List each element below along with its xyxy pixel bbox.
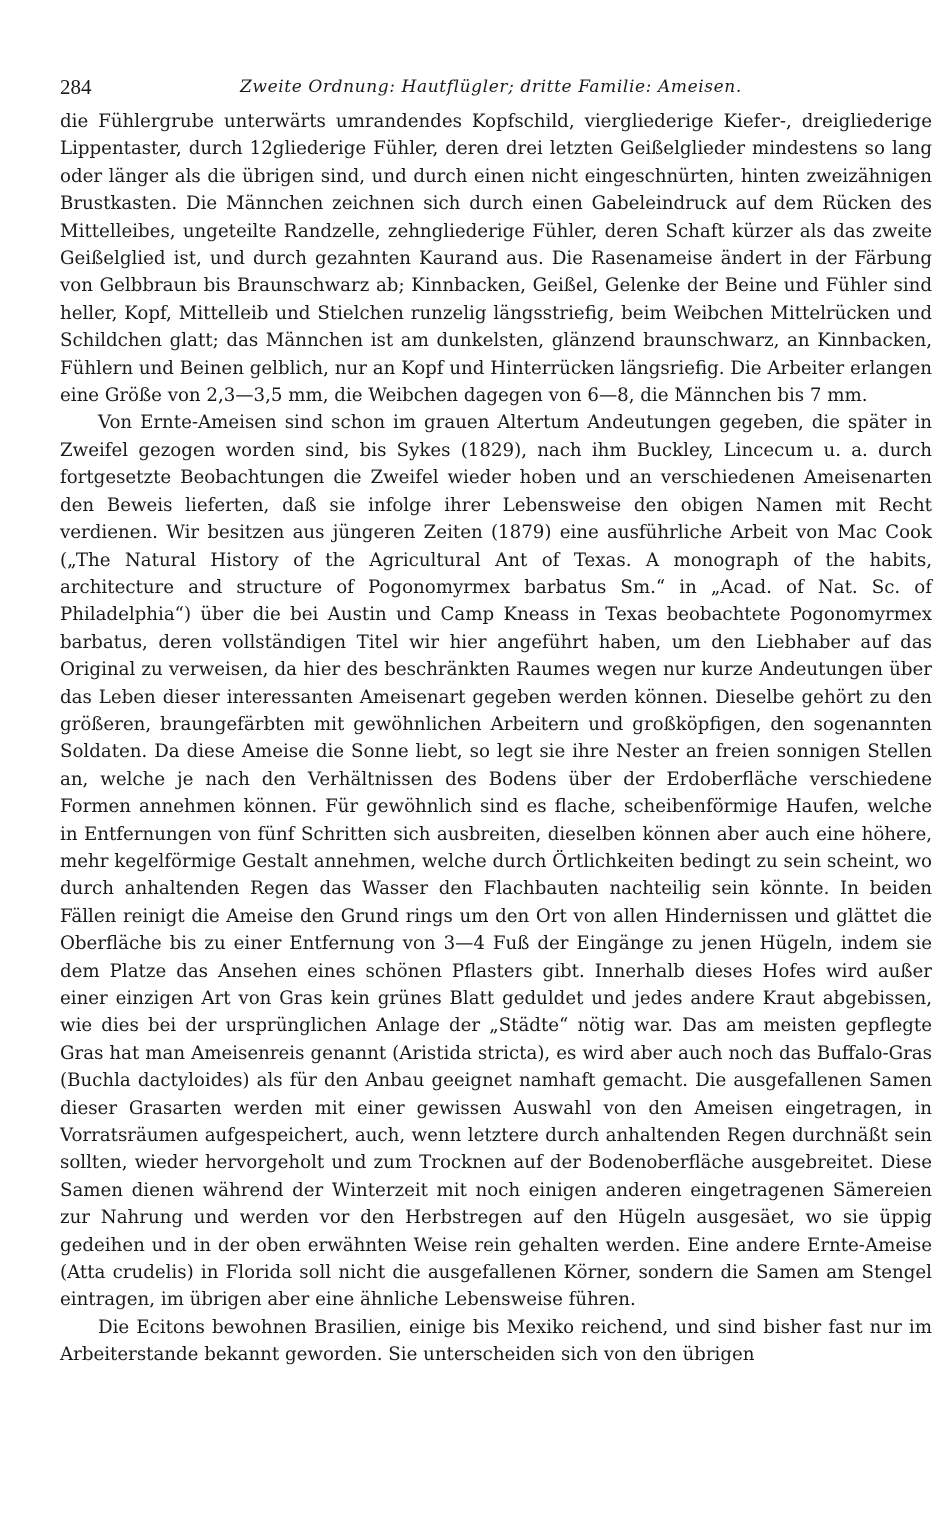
book-page — [60, 70, 932, 1369]
paragraph-ecitons: Die Ecitons bewohnen Brasilien, einige bis Mexiko reichend, und sind bisher fast nur im Arbeiterstande bekannt geworden. Sie unterscheiden sich von den übrigen — [60, 1316, 932, 1366]
running-title: Zweite Ordnung: Hautflügler; dritte Familie: Ameisen. — [240, 77, 742, 97]
page-number: 284 — [60, 75, 92, 99]
running-head — [60, 70, 932, 104]
paragraph-continuation: die Fühlergrube unterwärts umrandendes Kopfschild, viergliederige Kiefer-, dreigliederige Lippentaster, durch 12gliederige Fühler, deren drei letzten Geißelglieder mindestens so lang oder länger als die übrigen sind, und durch einen nicht eingeschnürten, hinten zweizähnigen Brustkasten. Die Männchen zeichnen sich durch einen Gabeleindruck auf dem Rücken des Mittelleibes, ungeteilte Randzelle, zehngliederige Fühler, deren Schaft kürzer als das zweite Geißelglied ist, und durch gezahnten Kaurand aus. Die Rasenameise ändert in der Färbung von Gelbbraun bis Braunschwarz ab; Kinnbacken, Geißel, Gelenke der Beine und Fühler sind heller, Kopf, Mittelleib und Stielchen runzelig längsstriefig, beim Weibchen Mittelrücken und Schildchen glatt; das Männchen ist am dunkelsten, glänzend braunschwarz, an Kinnbacken, Fühlern und Beinen gelblich, nur an Kopf und Hinterrücken längsriefig. Die Arbeiter erlangen eine Größe von 2,3—3,5 mm, die Weibchen dagegen von 6—8, die Männchen bis 7 mm. — [60, 111, 932, 407]
paragraph-ernte-ameisen: Von Ernte-Ameisen sind schon im grauen Altertum Andeutungen gegeben, die später in Zweifel gezogen worden sind, bis Sykes (1829), nach ihm Buckley, Lincecum u. a. durch fortgesetzte Beobachtungen die Zweifel wieder hoben und an verschiedenen Ameisenarten den Beweis lieferten, daß sie infolge ihrer Lebensweise den obigen Namen mit Recht verdienen. Wir besitzen aus jüngeren Zeiten (1879) eine ausführliche Arbeit von Mac Cook („The Natural History of the Agricultural Ant of Texas. A monograph of the habits, architecture and structure of Pogonomyrmex barbatus Sm.“ in „Acad. of Nat. Sc. of Philadelphia“) über die bei Austin und Camp Kneass in Texas beobachtete Pogonomyrmex barbatus, deren vollständigen Titel wir hier angeführt haben, um den Liebhaber auf das Original zu verweisen, da hier des beschränkten Raumes wegen nur kurze Andeutungen über das Leben dieser interessanten Ameisenart gegeben werden können. Dieselbe gehört zu den größeren, braungefärbten mit gewöhnlichen Arbeitern und großköpfigen, den sogenannten Soldaten. Da diese Ameise die Sonne liebt, so legt sie ihre Nester an freien sonnigen Stellen an, welche je nach den Verhältnissen des Bodens über der Erdoberfläche verschiedene Formen annehmen können. Für gewöhnlich sind es flache, scheibenförmige Haufen, welche in Entfernungen von fünf Schritten sich ausbreiten, dieselben können aber auch eine höhere, mehr kegelförmige Gestalt annehmen, welche durch Örtlichkeiten bedingt zu sein scheint, wo durch anhaltenden Regen das Wasser den Flachbauten nachteilig sein könnte. In beiden Fällen reinigt die Ameise den Grund rings um den Ort von allen Hindernissen und glättet die Oberfläche bis zu einer Entfernung von 3—4 Fuß der Eingänge zu jenen Hügeln, indem sie dem Platze das Ansehen eines schönen Pflasters gibt. Innerhalb dieses Hofes wird außer einer einzigen Art von Gras kein grünes Blatt geduldet und jedes andere Kraut abgebissen, wie dies bei der ursprünglichen Anlage der „Städte“ nötig war. Das am meisten gepflegte Gras hat man Ameisenreis genannt (Aristida stricta), es wird aber auch noch das Buffalo-Gras (Buchla dactyloides) als für den Anbau geeignet namhaft gemacht. Die ausgefallenen Samen dieser Grasarten werden mit einer gewissen Auswahl von den Ameisen eingetragen, in Vorratsräumen aufgespeichert, auch, wenn letztere durch anhaltenden Regen durchnäßt sein sollten, wieder hervorgeholt und zum Trocknen auf der Bodenoberfläche ausgebreitet. Diese Samen dienen während der Winterzeit mit noch einigen anderen eingetragenen Sämereien zur Nahrung und werden vor den Herbstregen auf den Hügeln ausgesäet, wo sie üppig gedeihen und in der oben erwähnten Weise rein gehalten werden. Eine andere Ernte-Ameise (Atta crudelis) in Florida soll nicht die ausgefallenen Körner, sondern die Samen am Stengel eintragen, im übrigen aber eine ähnliche Lebensweise führen. — [60, 412, 932, 1311]
body-text — [60, 108, 932, 1369]
